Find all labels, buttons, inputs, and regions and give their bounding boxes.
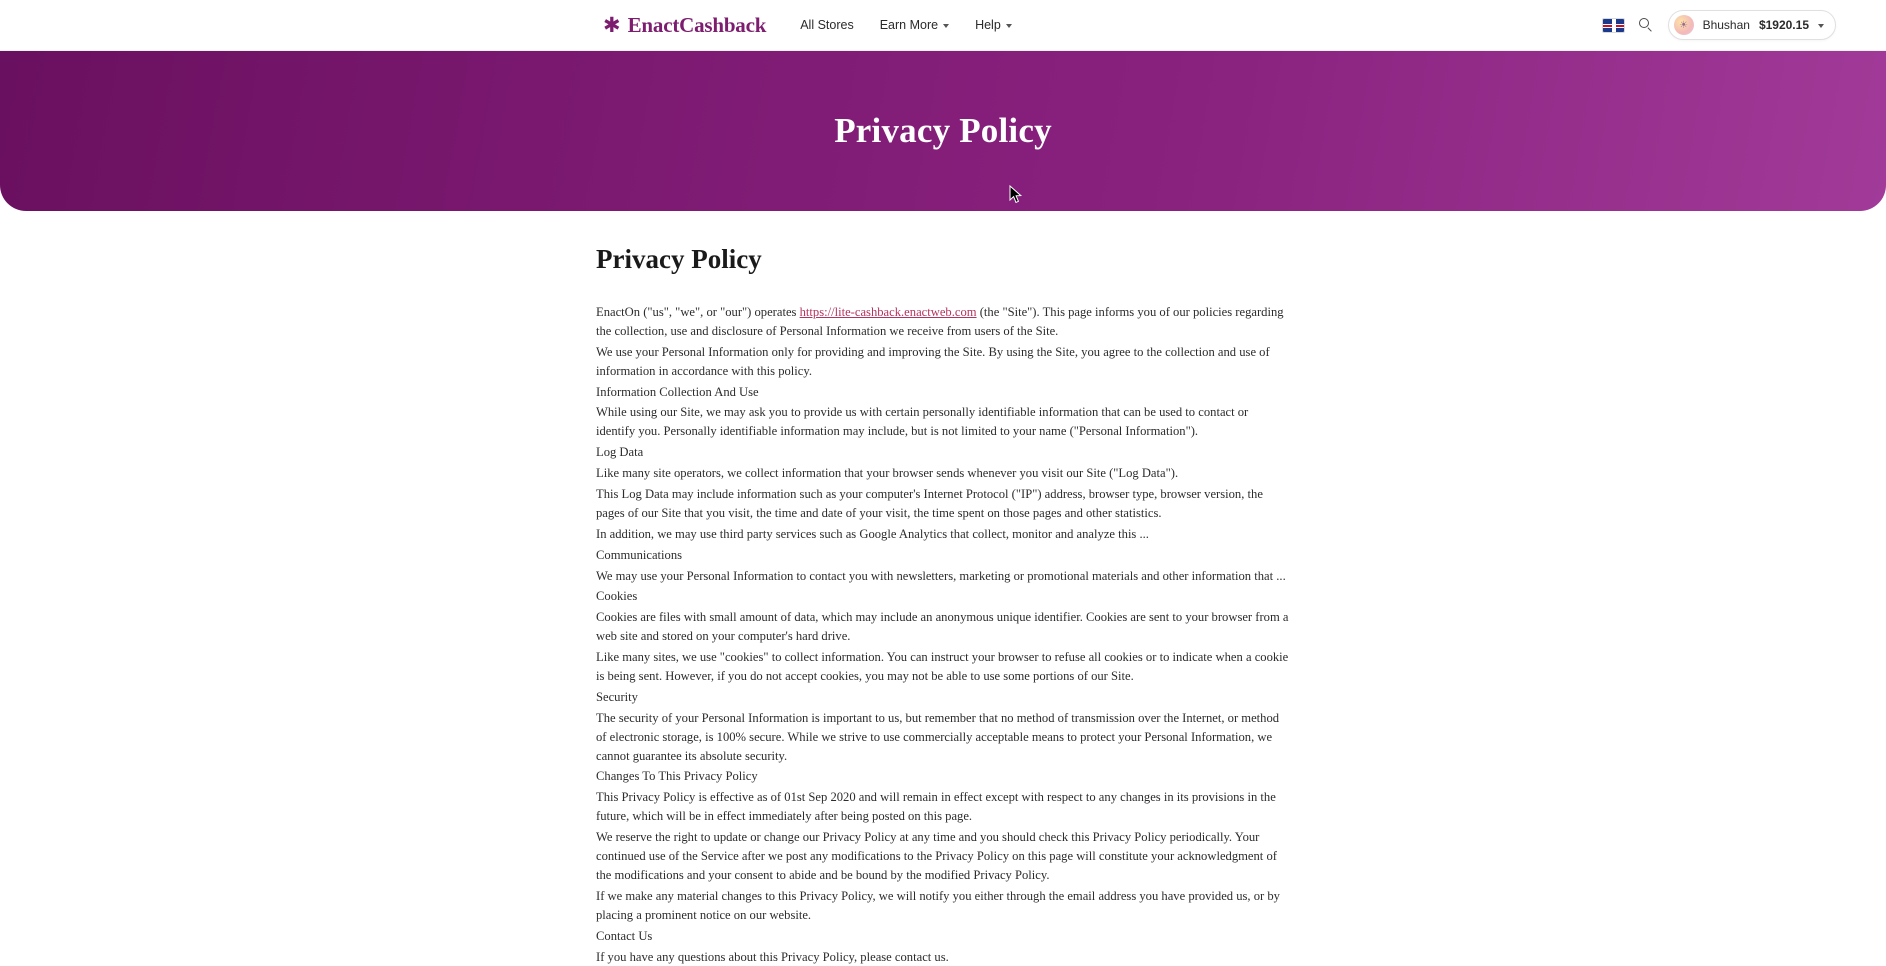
policy-paragraph: If we make any material changes to this Privacy Policy, we will notify you either through the email address you have provided us, or by placing a prominent notice on our website.	[596, 887, 1290, 925]
nav-label: Earn More	[880, 18, 938, 32]
user-account-menu[interactable]	[1668, 10, 1836, 40]
page-title: Privacy Policy	[596, 244, 1290, 275]
uk-flag-icon[interactable]	[1602, 18, 1625, 33]
policy-paragraph: In addition, we may use third party services such as Google Analytics that collect, monitor and analyze this ...	[596, 525, 1290, 544]
policy-paragraph: Log Data	[596, 443, 1290, 462]
site-header	[0, 0, 1886, 51]
avatar: ☀	[1674, 15, 1694, 35]
nav-item-all-stores[interactable]	[800, 18, 854, 32]
user-name: Bhushan	[1703, 18, 1750, 32]
policy-paragraph: This Log Data may include information such as your computer's Internet Protocol ("IP") address, browser type, browser version, the pages of our Site that you visit, the time and date of your visit, the time spent on those pages and other statistics.	[596, 485, 1290, 523]
policy-paragraph: Communications	[596, 546, 1290, 565]
main-content	[596, 211, 1290, 966]
policy-paragraph: If you have any questions about this Privacy Policy, please contact us.	[596, 948, 1290, 966]
policy-paragraph: Cookies	[596, 587, 1290, 606]
hero-title: Privacy Policy	[834, 111, 1052, 151]
hero-banner	[0, 51, 1886, 211]
policy-paragraph: EnactOn ("us", "we", or "our") operates https://lite-cashback.enactweb.com (the "Site"). This page informs you of our policies regarding the collection, use and disclosure of Personal Information we receive from users of the Site.	[596, 303, 1290, 341]
main-nav	[800, 18, 1012, 32]
nav-label: All Stores	[800, 18, 854, 32]
header-inner	[0, 10, 1886, 40]
brand-name: EnactCashback	[628, 13, 767, 38]
chevron-down-icon	[1818, 24, 1824, 28]
privacy-policy-text	[596, 303, 1290, 966]
policy-paragraph: Cookies are files with small amount of data, which may include an anonymous unique identifier. Cookies are sent to your browser from a web site and stored on your computer's hard drive.	[596, 608, 1290, 646]
nav-item-help[interactable]	[975, 18, 1012, 32]
policy-paragraph: Information Collection And Use	[596, 383, 1290, 402]
policy-paragraph: The security of your Personal Information is important to us, but remember that no method of transmission over the Internet, or method of electronic storage, is 100% secure. While we strive to use commercially acceptable means to protect your Personal Information, we cannot guarantee its absolute security.	[596, 709, 1290, 766]
asterisk-star-icon: ✱	[603, 15, 621, 36]
policy-paragraph: Security	[596, 688, 1290, 707]
policy-paragraph: Changes To This Privacy Policy	[596, 767, 1290, 786]
chevron-down-icon	[943, 24, 949, 28]
policy-paragraph: While using our Site, we may ask you to provide us with certain personally identifiable information that can be used to contact or identify you. Personally identifiable information may include, but is not limited to your name ("Personal Information").	[596, 403, 1290, 441]
nav-label: Help	[975, 18, 1001, 32]
chevron-down-icon	[1006, 24, 1012, 28]
policy-paragraph: We use your Personal Information only for providing and improving the Site. By using the Site, you agree to the collection and use of information in accordance with this policy.	[596, 343, 1290, 381]
policy-paragraph: We may use your Personal Information to contact you with newsletters, marketing or promotional materials and other information that ...	[596, 567, 1290, 586]
site-url-link[interactable]: https://lite-cashback.enactweb.com	[800, 305, 977, 319]
user-balance: $1920.15	[1759, 18, 1809, 32]
policy-paragraph: We reserve the right to update or change our Privacy Policy at any time and you should check this Privacy Policy periodically. Your continued use of the Service after we post any modifications to the Privacy Policy on this page will constitute your acknowledgment of the modifications and your consent to abide and be bound by the modified Privacy Policy.	[596, 828, 1290, 885]
policy-paragraph: Like many site operators, we collect information that your browser sends whenever you visit our Site ("Log Data").	[596, 464, 1290, 483]
search-icon[interactable]	[1639, 18, 1654, 33]
header-actions	[1602, 10, 1858, 40]
brand-logo[interactable]	[603, 13, 766, 38]
policy-paragraph: Like many sites, we use "cookies" to collect information. You can instruct your browser to refuse all cookies or to indicate when a cookie is being sent. However, if you do not accept cookies, you may not be able to use some portions of our Site.	[596, 648, 1290, 686]
policy-paragraph: This Privacy Policy is effective as of 01st Sep 2020 and will remain in effect except with respect to any changes in its provisions in the future, which will be in effect immediately after being posted on this page.	[596, 788, 1290, 826]
policy-paragraph: Contact Us	[596, 927, 1290, 946]
nav-item-earn-more[interactable]	[880, 18, 949, 32]
